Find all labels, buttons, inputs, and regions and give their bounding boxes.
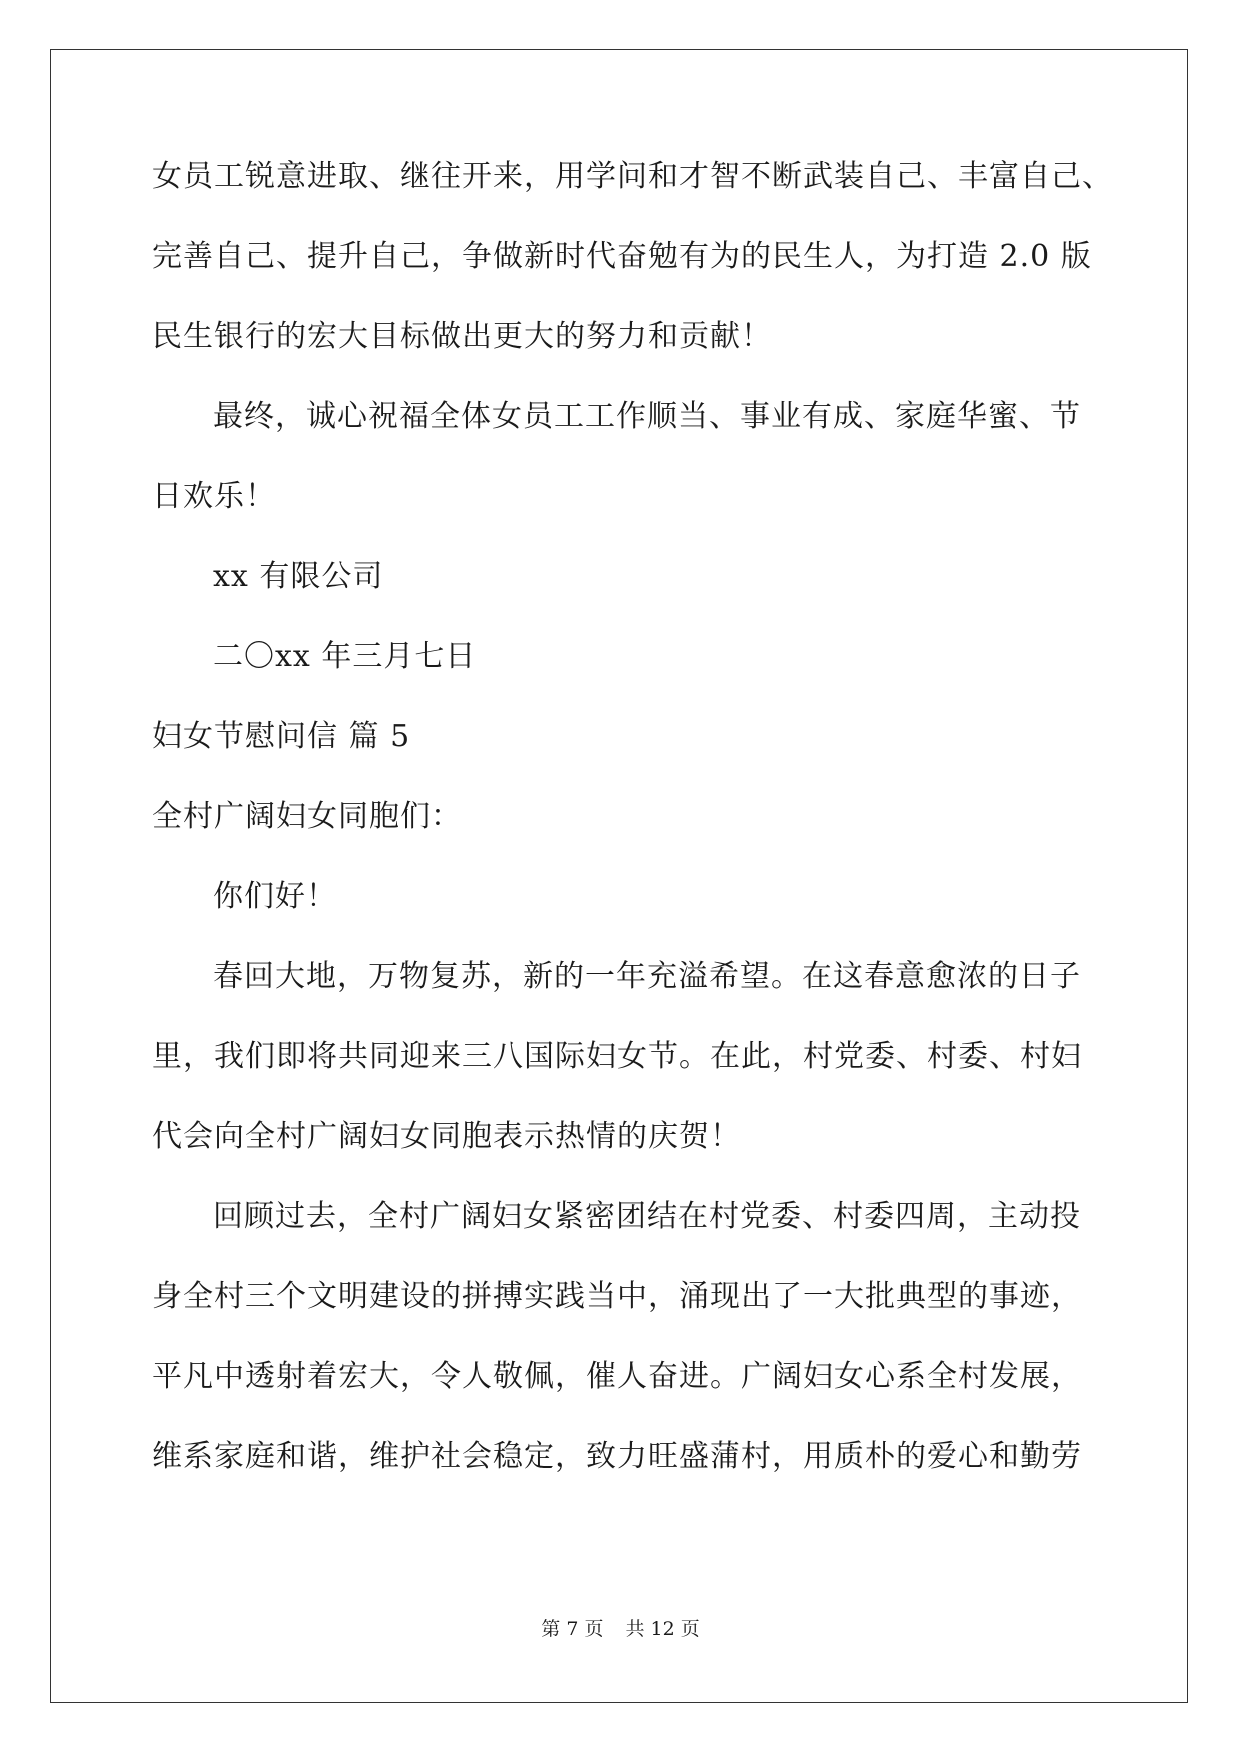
text-line: 最终，诚心祝福全体女员工工作顺当、事业有成、家庭华蜜、节: [213, 399, 1081, 434]
text-line: 完善自己、提升自己，争做新时代奋勉有为的民生人，为打造 2.0 版: [152, 239, 1092, 274]
page-footer: [0, 1617, 1241, 1641]
letter-salutation: 全村广阔妇女同胞们：: [152, 799, 462, 834]
page-total: 共 12 页: [625, 1618, 700, 1640]
page-number: 第 7 页: [541, 1618, 604, 1640]
text-line: 平凡中透射着宏大，令人敬佩，催人奋进。广阔妇女心系全村发展，: [152, 1359, 1082, 1394]
text-line: 身全村三个文明建设的拼搏实践当中，涌现出了一大批典型的事迹，: [152, 1279, 1082, 1314]
text-line: 里，我们即将共同迎来三八国际妇女节。在此，村党委、村委、村妇: [152, 1039, 1082, 1074]
text-line: 代会向全村广阔妇女同胞表示热情的庆贺！: [152, 1119, 741, 1154]
text-line: 日欢乐！: [152, 479, 276, 514]
signature-date: 二〇xx 年三月七日: [213, 639, 477, 674]
greeting: 你们好！: [213, 879, 337, 914]
signature-company: xx 有限公司: [213, 559, 384, 594]
text-line: 维系家庭和谐，维护社会稳定，致力旺盛蒲村，用质朴的爱心和勤劳: [152, 1439, 1082, 1474]
text-line: 回顾过去，全村广阔妇女紧密团结在村党委、村委四周，主动投: [213, 1199, 1081, 1234]
text-line: 民生银行的宏大目标做出更大的努力和贡献！: [152, 319, 772, 354]
section-title: 妇女节慰问信 篇 5: [152, 719, 411, 754]
text-line: 女员工锐意进取、继往开来，用学问和才智不断武装自己、丰富自己、: [152, 159, 1113, 194]
text-line: 春回大地，万物复苏，新的一年充溢希望。在这春意愈浓的日子: [213, 959, 1081, 994]
